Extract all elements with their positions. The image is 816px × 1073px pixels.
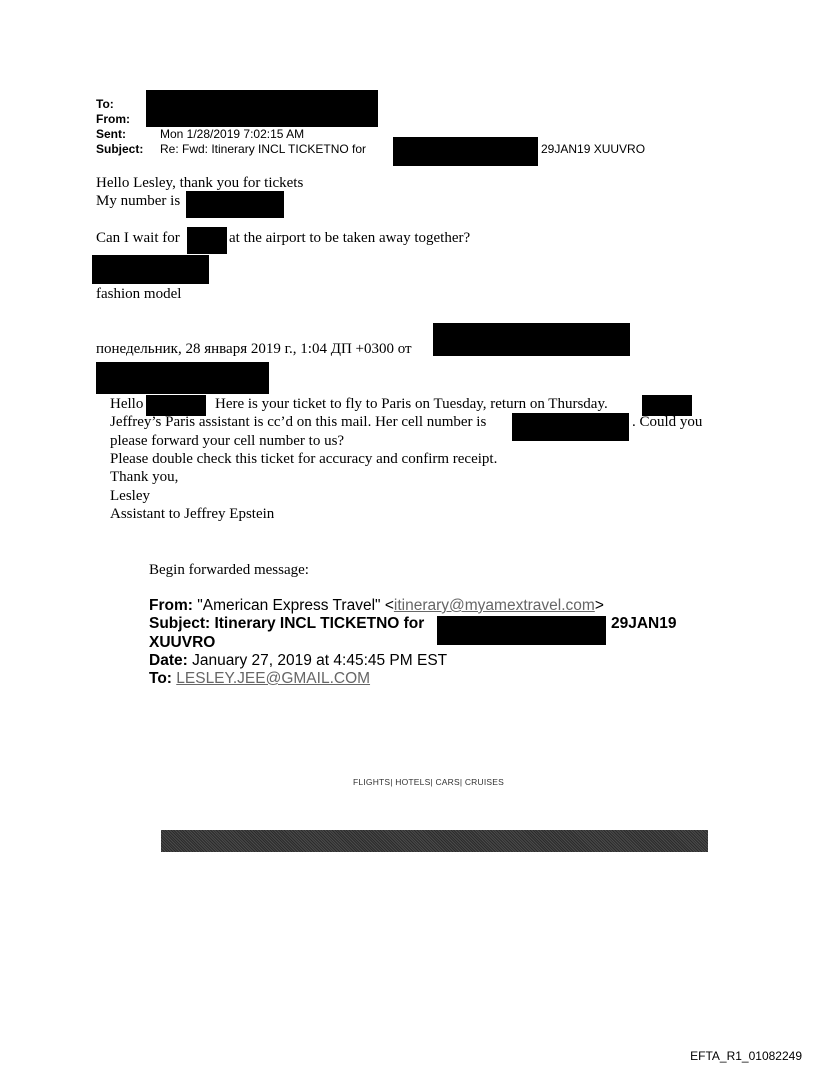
quoted-line-4: Please double check this ticket for accuracy and confirm receipt. [110,451,498,467]
reply-signature: fashion model [96,286,182,302]
quoted-line-2b: . Could you [632,414,703,430]
forward-date-label: Date: [149,652,188,669]
redaction-signature [92,255,209,284]
forward-from-close: > [594,597,604,614]
quoted-line-6: Lesley [110,488,150,504]
forward-from-line [149,597,604,615]
to-label: To: [96,97,114,111]
redaction-subject [393,137,538,166]
subject-suffix: 29JAN19 XUUVRO [541,142,646,156]
quoted-line-2a: Jeffrey’s Paris assistant is cc’d on this mail. Her cell number is [110,414,487,430]
redaction-assistant-phone [512,413,629,441]
forward-date-value: January 27, 2019 at 4:45:45 PM EST [192,652,448,669]
forward-to-email[interactable]: LESLEY.JEE@GMAIL.COM [176,670,371,687]
travel-nav-links[interactable]: FLIGHTS| HOTELS| CARS| CRUISES [353,777,505,787]
redaction-quote-email [96,362,269,394]
itinerary-banner [161,830,708,852]
redaction-phone [186,191,284,218]
redaction-name [187,227,227,254]
reply-line-2: My number is [96,193,181,209]
forward-subject-tail: 29JAN19 [611,615,677,632]
quoted-line-5: Thank you, [110,469,179,485]
quoted-line-1: Here is your ticket to fly to Paris on Tuesday, return on Thursday. [215,396,608,412]
forward-intro: Begin forwarded message: [149,562,309,578]
quoted-line-7: Assistant to Jeffrey Epstein [110,506,275,522]
forward-subject-line-2: XUUVRO [149,634,216,651]
reply-line-1: Hello Lesley, thank you for tickets [96,175,304,191]
document-id: EFTA_R1_01082249 [690,1049,802,1063]
reply-line-3a: Can I wait for [96,230,180,246]
quote-header: понедельник, 28 января 2019 г., 1:04 ДП +0300 от [96,341,412,357]
redaction-line1-end [642,395,692,416]
redaction-forward-subject [437,616,606,645]
subject-prefix: Re: Fwd: Itinerary INCL TICKETNO for [160,142,367,156]
redaction-recipient [146,395,206,416]
subject-label: Subject: [96,142,144,156]
sent-label: Sent: [96,127,126,141]
forward-from-label: From: [149,597,193,614]
forward-date-line [149,652,447,670]
redaction-to-from [146,90,378,127]
forward-to-line [149,670,370,688]
reply-line-3b: at the airport to be taken away together? [229,230,471,246]
forward-from-name: "American Express Travel" < [197,597,394,614]
forward-to-label: To: [149,670,172,687]
quoted-line-3: please forward your cell number to us? [110,433,345,449]
forward-subject-label: Subject: Itinerary INCL TICKETNO for [149,615,425,632]
sent-value: Mon 1/28/2019 7:02:15 AM [160,127,305,141]
redaction-quote-sender [433,323,630,356]
from-label: From: [96,112,130,126]
forward-from-email[interactable]: itinerary@myamextravel.com [393,597,595,614]
quoted-hello: Hello [110,396,144,412]
